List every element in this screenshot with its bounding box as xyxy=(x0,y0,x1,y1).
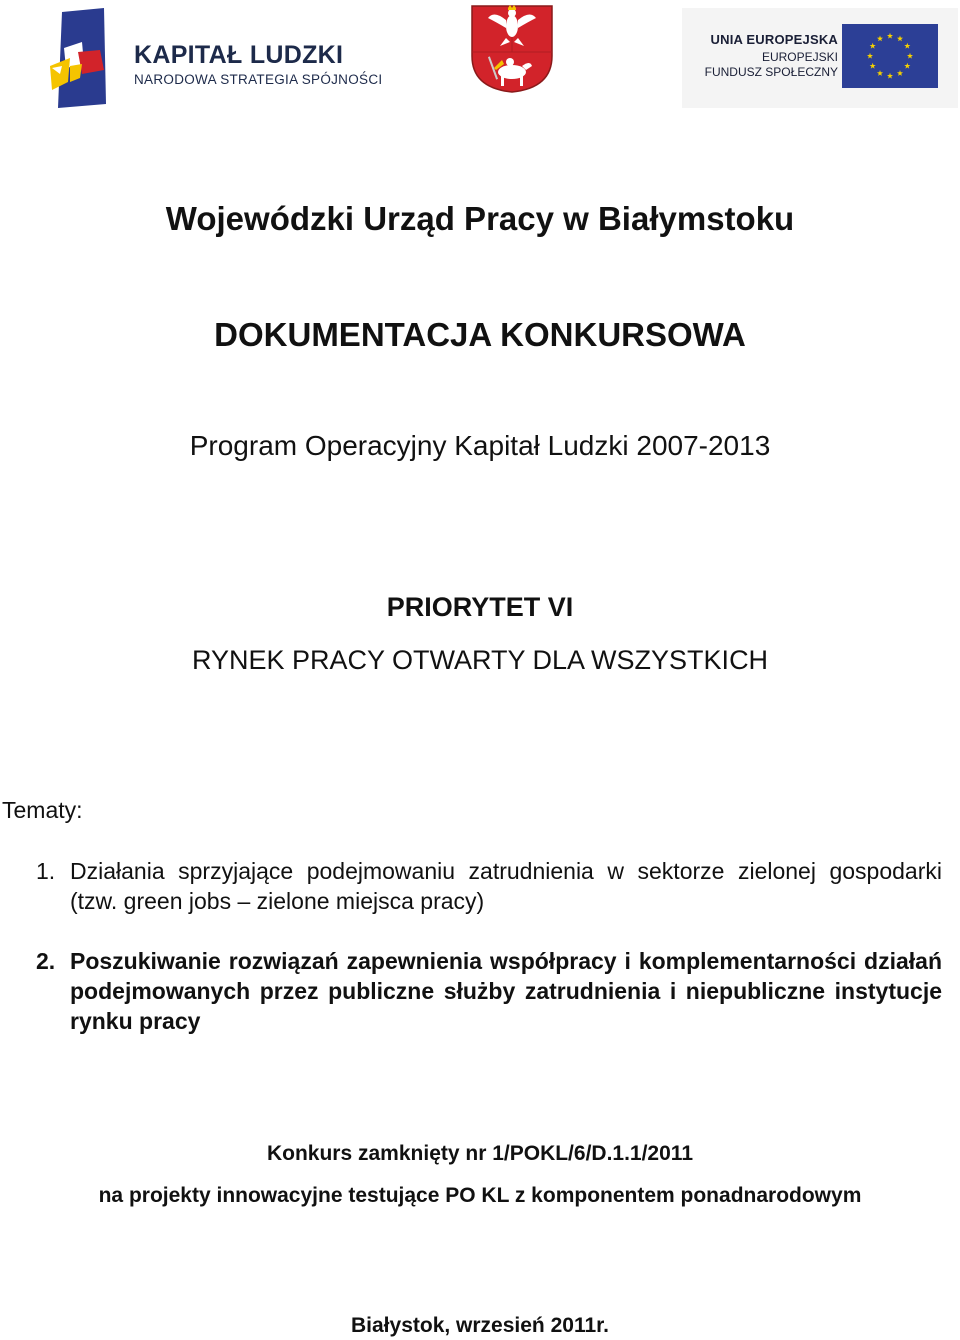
podlaskie-coat-of-arms-icon xyxy=(470,4,554,94)
eu-logo-text xyxy=(705,32,838,79)
eu-fund-label-line1: EUROPEJSKI xyxy=(761,50,838,64)
program-name: Program Operacyjny Kapitał Ludzki 2007-2013 xyxy=(189,430,771,461)
topic-number: 2. xyxy=(36,948,56,974)
contest-number: Konkurs zamknięty nr 1/POKL/6/D.1.1/2011 xyxy=(266,1142,693,1165)
kapital-ludzki-text xyxy=(134,41,382,87)
kapital-ludzki-emblem-icon xyxy=(48,8,118,108)
topic-number: 1. xyxy=(36,858,56,884)
eu-union-label: UNIA EUROPEJSKA xyxy=(710,32,838,47)
priority-heading: PRIORYTET VI xyxy=(386,592,574,622)
topic-item xyxy=(36,946,942,1036)
header-logos xyxy=(0,0,960,110)
eu-logo xyxy=(682,8,958,108)
kapital-ludzki-title: KAPITAŁ LUDZKI xyxy=(134,41,344,69)
contest-scope: na projekty innowacyjne testujące PO KL z komponentem ponadnarodowym xyxy=(98,1184,862,1207)
kapital-ludzki-subtitle: NARODOWA STRATEGIA SPÓJNOŚCI xyxy=(134,72,383,87)
kapital-ludzki-logo xyxy=(48,8,383,108)
topics-label: Tematy: xyxy=(2,797,83,823)
priority-name: RYNEK PRACY OTWARTY DLA WSZYSTKICH xyxy=(191,645,769,675)
eu-flag-icon xyxy=(842,24,938,88)
topic-item xyxy=(36,856,942,916)
place-and-date: Białystok, wrzesień 2011r. xyxy=(351,1314,609,1337)
topic-text: Działania sprzyjające podejmowaniu zatrudnienia w sektorze zielonej gospodarki (tzw. green jobs – zielone miejsca pracy) xyxy=(70,858,942,914)
eu-fund-label-line2: FUNDUSZ SPOŁECZNY xyxy=(704,65,838,79)
office-name: Wojewódzki Urząd Pracy w Białymstoku xyxy=(165,200,795,237)
topic-text: Poszukiwanie rozwiązań zapewnienia współpracy i komplementarności działań podejmowanych przez publiczne służby zatrudnienia i niepubliczne instytucje rynku pracy xyxy=(70,948,942,1034)
document-title: DOKUMENTACJA KONKURSOWA xyxy=(214,316,746,353)
